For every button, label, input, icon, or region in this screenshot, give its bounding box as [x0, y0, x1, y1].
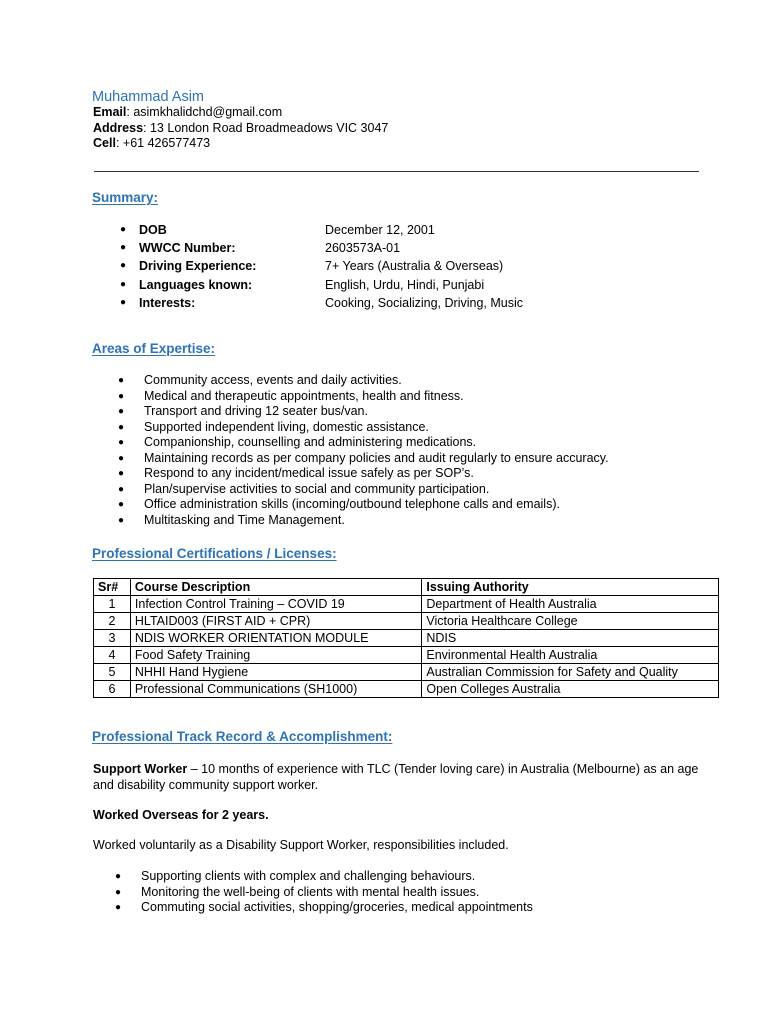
column-header: Course Description	[130, 579, 421, 596]
list-item-text: Companionship, counselling and administering medications.	[144, 435, 477, 449]
table-row	[94, 681, 719, 698]
overseas-paragraph	[93, 807, 703, 823]
list-item	[118, 451, 609, 467]
course-cell: Professional Communications (SH1000)	[130, 681, 421, 698]
course-cell: HLTAID003 (FIRST AID + CPR)	[130, 613, 421, 630]
course-cell: NHHI Hand Hygiene	[130, 664, 421, 681]
summary-row	[120, 276, 720, 294]
table-row	[94, 664, 719, 681]
authority-cell: Department of Health Australia	[422, 596, 719, 613]
bullet-icon: ●	[120, 297, 127, 308]
list-item-text: Office administration skills (incoming/outbound telephone calls and emails).	[144, 497, 560, 511]
list-item-text: Supporting clients with complex and challenging behaviours.	[141, 869, 476, 883]
email-line: Email: asimkhalidchd@gmail.com	[93, 105, 283, 119]
list-item	[118, 420, 609, 436]
role-description: – 10 months of experience with TLC (Tender loving care) in Australia (Melbourne) as an age and disability community support worker.	[93, 762, 699, 792]
role-title: Support Worker	[93, 762, 188, 776]
table-header-row	[94, 579, 719, 596]
summary-value: 7+ Years (Australia & Overseas)	[325, 259, 504, 273]
cell-label: Cell	[93, 136, 116, 150]
email-value: asimkhalidchd@gmail.com	[133, 105, 283, 119]
bullet-icon: ●	[118, 375, 125, 386]
list-item-text: Multitasking and Time Management.	[144, 512, 345, 527]
bullet-icon: ●	[118, 406, 125, 417]
list-item-text: Medical and therapeutic appointments, health and fitness.	[144, 388, 464, 403]
summary-row	[120, 221, 720, 239]
voluntary-paragraph: Worked voluntarily as a Disability Support Worker, responsibilities included.	[93, 838, 509, 852]
certifications-heading: Professional Certifications / Licenses:	[92, 546, 337, 561]
summary-heading: Summary:	[92, 190, 159, 205]
summary-label: DOB	[139, 223, 167, 237]
list-item-text: Monitoring the well-being of clients with mental health issues.	[141, 884, 480, 899]
course-cell: NDIS WORKER ORIENTATION MODULE	[130, 630, 421, 647]
address-label: Address	[93, 121, 144, 135]
course-cell: Food Safety Training	[130, 647, 421, 664]
table-row	[94, 613, 719, 630]
expertise-heading: Areas of Expertise:	[92, 341, 216, 356]
track-record-heading: Professional Track Record & Accomplishment:	[92, 729, 393, 744]
bullet-icon: ●	[118, 390, 125, 402]
list-item	[115, 869, 533, 885]
bullet-icon: ●	[115, 886, 122, 898]
sr-cell: 3	[94, 630, 131, 647]
list-item	[118, 497, 609, 513]
summary-row	[120, 239, 720, 257]
summary-value: December 12, 2001	[325, 223, 435, 237]
list-item-text: Commuting social activities, shopping/groceries, medical appointments	[141, 900, 533, 914]
summary-value: Cooking, Socializing, Driving, Music	[325, 296, 523, 310]
summary-row	[120, 294, 720, 312]
list-item	[118, 404, 609, 420]
list-item-text: Plan/supervise activities to social and community participation.	[144, 481, 490, 496]
summary-label: Driving Experience:	[139, 259, 257, 273]
list-item-text: Community access, events and daily activities.	[144, 373, 402, 387]
summary-label: Interests:	[139, 296, 196, 310]
bullet-icon: ●	[115, 871, 122, 882]
sr-cell: 1	[94, 596, 131, 613]
sr-cell: 6	[94, 681, 131, 698]
expertise-list	[118, 373, 609, 528]
cell-value: +61 426577473	[122, 136, 211, 150]
list-item-text: Respond to any incident/medical issue safely as per SOP’s.	[144, 466, 474, 480]
authority-cell: Australian Commission for Safety and Quality	[422, 664, 719, 681]
table-row	[94, 647, 719, 664]
table-row	[94, 596, 719, 613]
column-header: Sr#	[94, 579, 131, 596]
summary-row	[120, 257, 720, 275]
authority-cell: Environmental Health Australia	[422, 647, 719, 664]
candidate-name: Muhammad Asim	[92, 89, 205, 105]
list-item-text: Transport and driving 12 seater bus/van.	[144, 404, 368, 418]
sr-cell: 4	[94, 647, 131, 664]
summary-value: English, Urdu, Hindi, Punjabi	[325, 278, 485, 292]
header-divider	[94, 171, 699, 172]
bullet-icon: ●	[118, 483, 125, 495]
bullet-icon: ●	[118, 437, 125, 448]
summary-value: 2603573A-01	[325, 241, 401, 255]
list-item-text: Maintaining records as per company policies and audit regularly to ensure accuracy.	[144, 450, 609, 465]
authority-cell: NDIS	[422, 630, 719, 647]
support-worker-paragraph	[93, 761, 703, 793]
address-line: Address: 13 London Road Broadmeadows VIC 3047	[93, 121, 389, 135]
bullet-icon: ●	[118, 499, 125, 510]
certifications-table	[93, 578, 719, 698]
list-item	[118, 482, 609, 498]
email-label: Email	[93, 105, 127, 119]
table-row	[94, 630, 719, 647]
list-item	[115, 885, 533, 901]
column-header: Issuing Authority	[422, 579, 719, 596]
authority-cell: Open Colleges Australia	[422, 681, 719, 698]
bullet-icon: ●	[118, 468, 125, 479]
list-item	[118, 389, 609, 405]
sr-cell: 2	[94, 613, 131, 630]
authority-cell: Victoria Healthcare College	[422, 613, 719, 630]
bullet-icon: ●	[120, 242, 127, 253]
bullet-icon: ●	[118, 452, 125, 464]
overseas-text: Worked Overseas for 2 years.	[93, 808, 269, 822]
bullet-icon: ●	[118, 421, 125, 433]
bullet-icon: ●	[120, 260, 127, 271]
list-item	[115, 900, 533, 916]
bullet-icon: ●	[120, 224, 127, 235]
list-item	[118, 466, 609, 482]
address-value: 13 London Road Broadmeadows VIC 3047	[149, 121, 389, 135]
bullet-icon: ●	[120, 279, 127, 290]
summary-label: Languages known:	[139, 278, 253, 292]
cell-line: Cell: +61 426577473	[93, 136, 211, 150]
responsibilities-list	[115, 869, 533, 916]
bullet-icon: ●	[115, 902, 122, 913]
bullet-icon: ●	[118, 514, 125, 526]
sr-cell: 5	[94, 664, 131, 681]
list-item	[118, 373, 609, 389]
summary-label: WWCC Number:	[139, 241, 236, 255]
list-item	[118, 435, 609, 451]
list-item	[118, 513, 609, 529]
list-item-text: Supported independent living, domestic assistance.	[144, 419, 429, 434]
course-cell: Infection Control Training – COVID 19	[130, 596, 421, 613]
